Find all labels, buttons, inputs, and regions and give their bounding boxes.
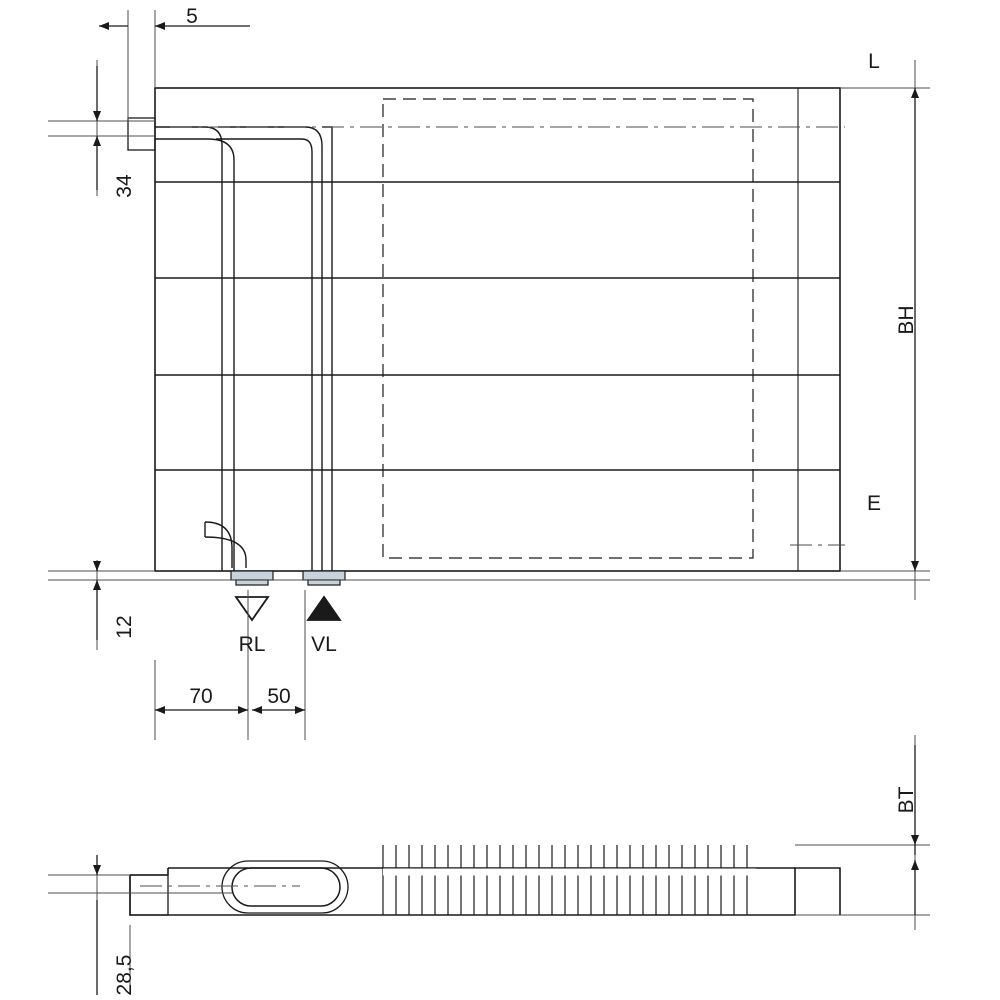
dim-28-5-text: 28,5	[113, 954, 136, 996]
front-pipe-top-elbow	[155, 127, 332, 571]
front-hidden-outline	[383, 99, 753, 558]
front-panel-seams	[155, 182, 840, 470]
label-L-text: L	[868, 50, 880, 73]
front-centre-axes	[170, 127, 845, 545]
front-pipe-bottom-elbow	[205, 522, 246, 568]
label-RL-text: RL	[238, 633, 266, 656]
side-water-channel	[232, 868, 340, 906]
label-E-text: E	[866, 492, 882, 515]
marker-vl-triangle	[308, 597, 340, 620]
dim-70-text: 70	[189, 685, 213, 708]
side-reference-lines	[48, 735, 930, 995]
front-view	[48, 10, 930, 740]
dim-34-text: 34	[113, 174, 136, 198]
side-fin-pack	[383, 845, 747, 915]
label-BH-text: BH	[895, 305, 918, 335]
dim-5-text: 5	[186, 5, 198, 28]
dim-12-text: 12	[113, 615, 136, 639]
marker-rl-triangle	[236, 597, 268, 620]
label-BT-text: BT	[895, 786, 918, 814]
dim-50-text: 50	[267, 685, 291, 708]
connection-nipples	[231, 571, 345, 585]
front-body-outline	[155, 88, 840, 571]
front-left-bracket	[128, 118, 155, 150]
label-VL-text: VL	[311, 633, 337, 656]
side-bracket-block	[130, 875, 168, 915]
side-view	[48, 735, 930, 995]
